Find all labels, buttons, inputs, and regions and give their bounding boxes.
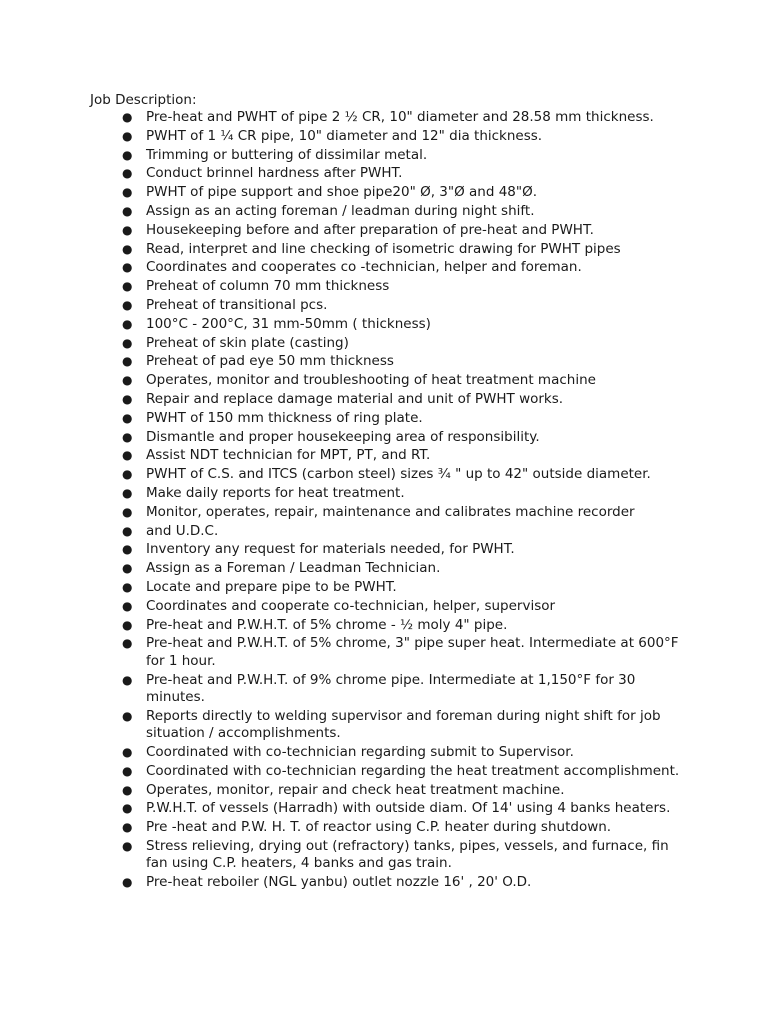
- bullet-icon: ●: [122, 448, 133, 463]
- bullet-icon: ●: [122, 166, 133, 181]
- bullet-icon: ●: [122, 542, 133, 557]
- bullet-icon: ●: [122, 373, 133, 388]
- list-item: [118, 278, 688, 295]
- list-item: [118, 109, 688, 126]
- list-item-text: Read, interpret and line checking of isometric drawing for PWHT pipes: [146, 240, 621, 257]
- list-item-text: Locate and prepare pipe to be PWHT.: [146, 578, 397, 595]
- list-item-text: Preheat of transitional pcs.: [146, 296, 328, 313]
- list-item: [118, 800, 688, 817]
- bullet-icon: ●: [122, 128, 133, 143]
- bullet-icon: ●: [122, 708, 133, 723]
- bullet-icon: ●: [122, 185, 133, 200]
- bullet-icon: ●: [122, 485, 133, 500]
- list-item: [118, 353, 688, 370]
- bullet-icon: ●: [122, 672, 133, 687]
- bullet-icon: ●: [122, 410, 133, 425]
- list-item: [118, 447, 688, 464]
- list-item-text: Coordinated with co-technician regarding the heat treatment accomplishment.: [146, 762, 680, 779]
- bullet-icon: ●: [122, 763, 133, 778]
- list-item-text: Operates, monitor and troubleshooting of heat treatment machine: [146, 372, 596, 389]
- list-item-text: Preheat of skin plate (casting): [146, 334, 349, 351]
- list-item-text: Coordinated with co-technician regarding submit to Supervisor.: [146, 743, 574, 760]
- bullet-icon: ●: [122, 147, 133, 162]
- list-item: [118, 763, 688, 780]
- list-item-text: Trimming or buttering of dissimilar metal.: [146, 146, 428, 163]
- list-item: [118, 541, 688, 558]
- bullet-icon: ●: [122, 820, 133, 835]
- list-item: [118, 147, 688, 164]
- list-item-text: Inventory any request for materials needed, for PWHT.: [146, 541, 515, 558]
- list-item: [118, 184, 688, 201]
- bullet-icon: ●: [122, 504, 133, 519]
- list-item: [118, 504, 688, 521]
- list-item: [118, 874, 688, 891]
- list-item-text: Make daily reports for heat treatment.: [146, 484, 405, 501]
- list-item-text: Pre-heat and PWHT of pipe 2 ½ CR, 10" diameter and 28.58 mm thickness.: [146, 109, 654, 125]
- list-item-text: Dismantle and proper housekeeping area of responsibility.: [146, 428, 540, 445]
- bullet-icon: ●: [122, 636, 133, 651]
- bullet-icon: ●: [122, 354, 133, 369]
- bullet-icon: ●: [122, 279, 133, 294]
- bullet-icon: ●: [122, 561, 133, 576]
- list-item: [118, 560, 688, 577]
- bullet-icon: ●: [122, 260, 133, 275]
- list-item: [118, 598, 688, 615]
- list-item-text: Monitor, operates, repair, maintenance and calibrates machine recorder: [146, 503, 635, 520]
- list-item: [118, 579, 688, 596]
- list-item: [118, 466, 688, 483]
- bullet-icon: ●: [122, 467, 133, 482]
- list-item: [118, 744, 688, 761]
- bullet-icon: ●: [122, 297, 133, 312]
- list-item: [118, 410, 688, 427]
- bullet-icon: ●: [122, 838, 133, 853]
- list-item-text: Pre-heat and P.W.H.T. of 5% chrome, 3" pipe super heat. Intermediate at 600°F for 1 hour.: [146, 635, 679, 669]
- list-item-text: Pre-heat reboiler (NGL yanbu) outlet nozzle 16' , 20' O.D.: [146, 874, 532, 891]
- list-item-text: and U.D.C.: [146, 522, 219, 539]
- bullet-icon: ●: [122, 579, 133, 594]
- list-item: [118, 391, 688, 408]
- list-item: [118, 203, 688, 220]
- bullet-icon: ●: [122, 801, 133, 816]
- list-item: [118, 297, 688, 314]
- list-item: [118, 782, 688, 799]
- list-item-text: Reports directly to welding supervisor and foreman during night shift for job situation / accomplishments.: [146, 707, 661, 742]
- list-item-text: PWHT of C.S. and ITCS (carbon steel) sizes ¾ " up to 42" outside diameter.: [146, 466, 651, 483]
- bullet-icon: ●: [122, 875, 133, 890]
- list-item-text: Assign as a Foreman / Leadman Technician.: [146, 560, 441, 577]
- list-item-text: Operates, monitor, repair and check heat treatment machine.: [146, 781, 565, 798]
- list-item-text: Pre-heat and P.W.H.T. of 9% chrome pipe. Intermediate at 1,150°F for 30 minutes.: [146, 671, 636, 705]
- list-item: [118, 819, 688, 836]
- list-item: [118, 128, 688, 145]
- list-item-text: Assign as an acting foreman / leadman during night shift.: [146, 202, 535, 219]
- list-item-text: Preheat of column 70 mm thickness: [146, 278, 390, 295]
- list-item-text: P.W.H.T. of vessels (Harradh) with outside diam. Of 14' using 4 banks heaters.: [146, 800, 671, 817]
- list-item: [118, 617, 688, 634]
- bullet-icon: ●: [122, 523, 133, 538]
- bullet-icon: ●: [122, 241, 133, 256]
- list-item-text: Coordinates and cooperates co -technician, helper and foreman.: [146, 259, 582, 276]
- list-item-text: PWHT of pipe support and shoe pipe20" Ø, 3"Ø and 48"Ø.: [146, 184, 538, 201]
- bullet-icon: ●: [122, 391, 133, 406]
- list-item-text: PWHT of 1 ¼ CR pipe, 10" diameter and 12" dia thickness.: [146, 127, 543, 144]
- bullet-icon: ●: [122, 782, 133, 797]
- list-item-text: Pre -heat and P.W. H. T. of reactor using C.P. heater during shutdown.: [146, 819, 612, 836]
- list-item: [118, 708, 688, 743]
- list-item: [118, 485, 688, 502]
- job-description-heading: Job Description:: [90, 92, 197, 108]
- bullet-icon: ●: [122, 110, 133, 124]
- list-item: [118, 165, 688, 182]
- list-item: [118, 523, 688, 540]
- job-description-list: [118, 109, 688, 893]
- list-item: [118, 335, 688, 352]
- list-item: [118, 222, 688, 239]
- list-item: [118, 838, 688, 873]
- bullet-icon: ●: [122, 222, 133, 237]
- list-item-text: Stress relieving, drying out (refractory) tanks, pipes, vessels, and furnace, fin fan using C.P. heaters, 4 banks and gas train.: [146, 837, 669, 872]
- list-item-text: Conduct brinnel hardness after PWHT.: [146, 165, 403, 182]
- list-item-text: Pre-heat and P.W.H.T. of 5% chrome - ½ moly 4" pipe.: [146, 616, 508, 633]
- list-item: [118, 635, 688, 670]
- list-item-text: Preheat of pad eye 50 mm thickness: [146, 353, 394, 370]
- list-item: [118, 429, 688, 446]
- list-item: [118, 259, 688, 276]
- bullet-icon: ●: [122, 617, 133, 632]
- list-item: [118, 372, 688, 389]
- bullet-icon: ●: [122, 203, 133, 218]
- list-item-text: Repair and replace damage material and unit of PWHT works.: [146, 390, 564, 407]
- list-item-text: 100°C - 200°C, 31 mm-50mm ( thickness): [146, 315, 431, 332]
- list-item: [118, 672, 688, 707]
- list-item-text: Assist NDT technician for MPT, PT, and RT.: [146, 447, 431, 464]
- bullet-icon: ●: [122, 316, 133, 331]
- list-item-text: PWHT of 150 mm thickness of ring plate.: [146, 409, 423, 426]
- list-item-text: Housekeeping before and after preparation of pre-heat and PWHT.: [146, 221, 594, 238]
- bullet-icon: ●: [122, 598, 133, 613]
- bullet-icon: ●: [122, 335, 133, 350]
- list-item: [118, 316, 688, 333]
- list-item: [118, 241, 688, 258]
- list-item-text: Coordinates and cooperate co-technician, helper, supervisor: [146, 597, 556, 614]
- bullet-icon: ●: [122, 429, 133, 444]
- bullet-icon: ●: [122, 744, 133, 759]
